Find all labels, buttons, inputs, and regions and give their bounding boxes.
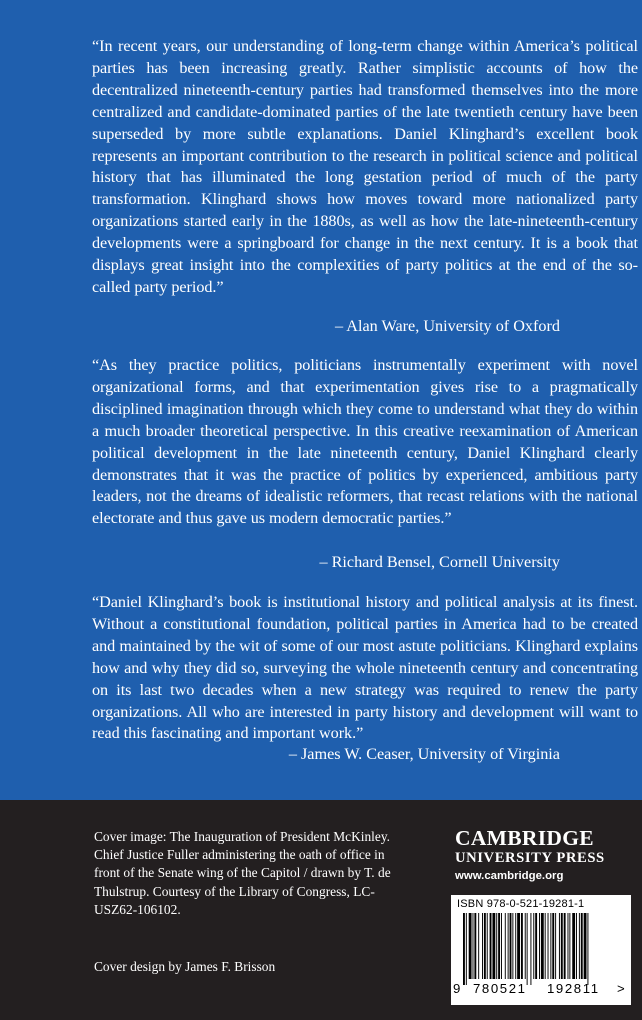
barcode-bar [484, 913, 486, 979]
barcode-bar [572, 913, 575, 979]
barcode-bar [508, 913, 509, 979]
blurb-attribution-ware: – Alan Ware, University of Oxford [335, 317, 560, 335]
barcode-bar [498, 913, 500, 979]
barcode-bar [490, 913, 492, 979]
barcode-bar [496, 913, 497, 979]
barcode-bar [517, 913, 520, 979]
barcode-bar [492, 913, 495, 979]
blurb-quote-ware: “In recent years, our understanding of long-term change within America’s political parties has been increasing greatly. Rather simplistic accounts of how the decentralized nineteenth-century parties had transformed themselves into the more centralized and candidate-dominated parties of the late twentieth century have been superseded by more subtle explanations. Daniel Klinghard’s excellent book represents an important contribution to the research in political science and political history that has illuminated the long gestation period of much of the party transformation. Klinghard shows how moves toward more nationalized party organizations started early in the 1880s, as well as how the late-nineteenth-century developments were a springboard for change in the next century. It is a book that displays great insight into the complexities of party politics at the end of the so-called party period.” [92, 37, 638, 296]
barcode-left-digits: 780521 [473, 981, 527, 996]
barcode-bar [561, 913, 563, 979]
blurb-quote-bensel: “As they practice politics, politicians instrumentally experiment with novel organizational forms, and that experimentation gives rise to a pragmatically disciplined imagination through which they come to understand what they do within a much broader theoretical perspective. In this creative reexamination of American political development in the late nineteenth century, Daniel Klinghard clearly demonstrates that it was the practice of politics by experienced, ambitious party leaders, not the dreams of idealistic reformers, that recast relations with the national electorate and thus gave us modern democratic parties.” [92, 356, 638, 528]
barcode-bar [473, 913, 474, 979]
barcode-bar [584, 913, 587, 979]
blurb-quote-ceaser: “Daniel Klinghard’s book is institutional history and political analysis at its finest. Without a constitutional foundation, political parties in America had to be created and maintained by the wit of some of our most astute politicians. Klinghard explains how and why they did so, surveying the whole nineteenth century and concentrating on its last two decades when a new strategy was required to renew the party organizations. All who are interested in party history and development will want to read this fascinating and important work.” [92, 593, 638, 743]
barcode-bar [478, 913, 479, 979]
barcode-bar [501, 913, 502, 979]
barcode-bar [539, 913, 540, 979]
barcode-bar [552, 913, 554, 979]
barcode-bar [530, 913, 531, 985]
barcode-bar [587, 913, 588, 985]
publisher-logo-press: UNIVERSITY PRESS [455, 850, 605, 866]
barcode-bar [564, 913, 566, 979]
barcode-bar [510, 913, 512, 979]
isbn-barcode [451, 895, 631, 1005]
barcode-bar [515, 913, 516, 979]
barcode-bar [559, 913, 560, 979]
barcode-bar [579, 913, 580, 979]
barcode-bar [463, 913, 465, 985]
publisher-url: www.cambridge.org [455, 870, 564, 882]
barcode-first-digit: 9 [453, 981, 461, 996]
barcode-bar [541, 913, 544, 979]
barcode-bar [555, 913, 556, 979]
barcode-bar [525, 913, 526, 979]
blurb-attribution-bensel: – Richard Bensel, Cornell University [319, 553, 560, 571]
cover-design-credit: Cover design by James F. Brisson [94, 959, 276, 974]
barcode-bar [550, 913, 551, 979]
barcode-bars [459, 913, 623, 985]
barcode-bar [527, 913, 528, 985]
barcode-bar [505, 913, 506, 979]
cover-image-credit: Cover image: The Inauguration of President McKinley. Chief Justice Fuller administering the oath of office in front of the Senate wing of the Capitol / drawn by T. de Thulstrup. Courtesy of the Library of Congress, LC-USZ62-106102. [94, 829, 391, 917]
barcode-bar [535, 913, 537, 979]
barcode-bar [474, 913, 476, 979]
barcode-bar [512, 913, 513, 979]
publisher-logo-name: CAMBRIDGE [455, 826, 594, 850]
blurb-attribution-ceaser: – James W. Ceaser, University of Virginia [288, 745, 560, 763]
barcode-mark: > [617, 981, 625, 996]
cover-footer [0, 800, 642, 1020]
barcode-bar [545, 913, 546, 979]
barcode-bar [581, 913, 583, 979]
barcode-bar [466, 913, 467, 985]
isbn-label: ISBN 978-0-521-19281-1 [457, 898, 585, 910]
barcode-bar [533, 913, 534, 979]
barcode-bar [568, 913, 569, 979]
barcode-bar [469, 913, 472, 979]
barcode-bar [482, 913, 483, 979]
barcode-bar [521, 913, 523, 979]
barcode-bar [487, 913, 488, 979]
barcode-bar [569, 913, 570, 979]
barcode-bar [576, 913, 577, 979]
barcode-bar [548, 913, 549, 979]
barcode-right-digits: 192811 [547, 981, 600, 996]
